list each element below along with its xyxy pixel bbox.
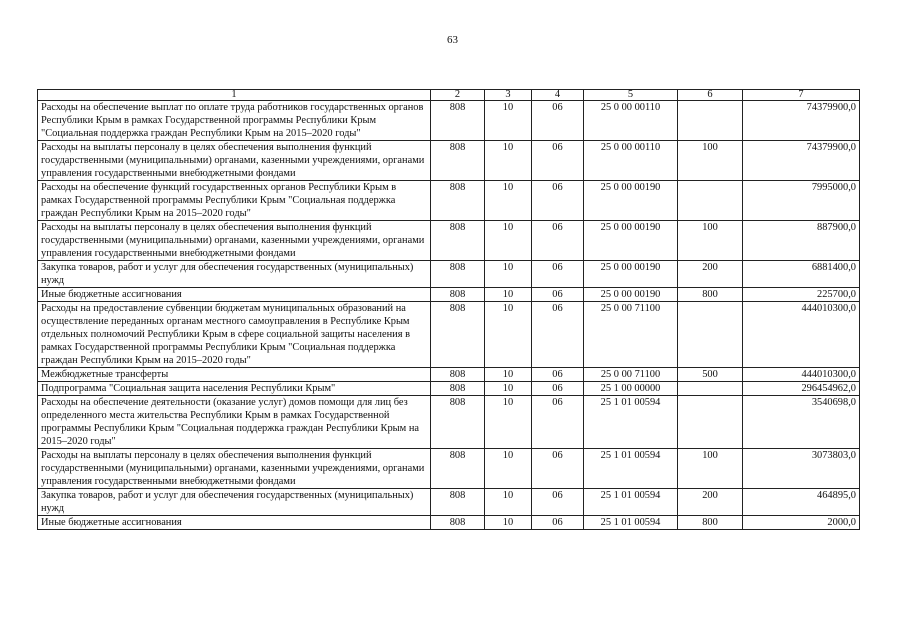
budget-table (37, 89, 860, 530)
row-description: Расходы на обеспечение выплат по оплате труда работников государственных органов Республики Крым в рамках Государственной программы Республики Крым "Социальная поддержка граждан Республики Крым на 2015–2020 годы" (38, 101, 431, 141)
section-code: 10 (485, 141, 532, 181)
section-code: 10 (485, 221, 532, 261)
target-article-code: 25 0 00 00110 (584, 141, 678, 181)
table-row (38, 288, 860, 302)
amount: 6881400,0 (743, 261, 860, 288)
table-row (38, 141, 860, 181)
amount: 444010300,0 (743, 302, 860, 368)
subsection-code: 06 (532, 221, 584, 261)
row-description: Расходы на предоставление субвенции бюджетам муниципальных образований на осуществление переданных органам местного самоуправления в Республике Крым отдельных полномочий Республики Крым в сфере социальной защиты населения в рамках Государственной программы Республики Крым "Социальная поддержка граждан Республики Крым на 2015–2020 годы" (38, 302, 431, 368)
amount: 2000,0 (743, 516, 860, 530)
section-code: 10 (485, 302, 532, 368)
section-code: 10 (485, 288, 532, 302)
subsection-code: 06 (532, 489, 584, 516)
amount: 296454962,0 (743, 382, 860, 396)
amount: 464895,0 (743, 489, 860, 516)
amount: 444010300,0 (743, 368, 860, 382)
ministry-code: 808 (431, 221, 485, 261)
table-row (38, 489, 860, 516)
ministry-code: 808 (431, 449, 485, 489)
subsection-code: 06 (532, 302, 584, 368)
row-description: Закупка товаров, работ и услуг для обеспечения государственных (муниципальных) нужд (38, 261, 431, 288)
table-row (38, 449, 860, 489)
ministry-code: 808 (431, 141, 485, 181)
target-article-code: 25 1 00 00000 (584, 382, 678, 396)
ministry-code: 808 (431, 288, 485, 302)
ministry-code: 808 (431, 101, 485, 141)
table-row (38, 101, 860, 141)
expense-type-code: 500 (678, 368, 743, 382)
row-description: Закупка товаров, работ и услуг для обеспечения государственных (муниципальных) нужд (38, 489, 431, 516)
target-article-code: 25 1 01 00594 (584, 489, 678, 516)
section-code: 10 (485, 396, 532, 449)
ministry-code: 808 (431, 368, 485, 382)
row-description: Иные бюджетные ассигнования (38, 516, 431, 530)
table-row (38, 302, 860, 368)
subsection-code: 06 (532, 261, 584, 288)
target-article-code: 25 0 00 00190 (584, 181, 678, 221)
section-code: 10 (485, 449, 532, 489)
subsection-code: 06 (532, 396, 584, 449)
section-code: 10 (485, 261, 532, 288)
subsection-code: 06 (532, 449, 584, 489)
expense-type-code: 800 (678, 288, 743, 302)
section-code: 10 (485, 181, 532, 221)
ministry-code: 808 (431, 396, 485, 449)
column-header: 2 (431, 90, 485, 101)
target-article-code: 25 0 00 00190 (584, 261, 678, 288)
subsection-code: 06 (532, 141, 584, 181)
row-description: Иные бюджетные ассигнования (38, 288, 431, 302)
subsection-code: 06 (532, 288, 584, 302)
table-row (38, 516, 860, 530)
column-header: 6 (678, 90, 743, 101)
subsection-code: 06 (532, 101, 584, 141)
ministry-code: 808 (431, 516, 485, 530)
subsection-code: 06 (532, 382, 584, 396)
row-description: Расходы на выплаты персоналу в целях обеспечения выполнения функций государственными (муниципальными) органами, казенными учреждениями, органами управления государственными внебюджетными фондами (38, 221, 431, 261)
table-row (38, 396, 860, 449)
column-header: 4 (532, 90, 584, 101)
subsection-code: 06 (532, 368, 584, 382)
table-body (38, 101, 860, 530)
target-article-code: 25 0 00 00190 (584, 221, 678, 261)
amount: 225700,0 (743, 288, 860, 302)
expense-type-code (678, 101, 743, 141)
table-row (38, 261, 860, 288)
section-code: 10 (485, 489, 532, 516)
target-article-code: 25 1 01 00594 (584, 396, 678, 449)
target-article-code: 25 1 01 00594 (584, 449, 678, 489)
row-description: Подпрограмма "Социальная защита населения Республики Крым" (38, 382, 431, 396)
expense-type-code: 200 (678, 261, 743, 288)
ministry-code: 808 (431, 302, 485, 368)
ministry-code: 808 (431, 382, 485, 396)
section-code: 10 (485, 516, 532, 530)
expense-type-code: 100 (678, 221, 743, 261)
table-row (38, 382, 860, 396)
expense-type-code: 100 (678, 449, 743, 489)
section-code: 10 (485, 368, 532, 382)
expense-type-code: 100 (678, 141, 743, 181)
target-article-code: 25 0 00 00110 (584, 101, 678, 141)
amount: 74379900,0 (743, 101, 860, 141)
ministry-code: 808 (431, 489, 485, 516)
expense-type-code: 200 (678, 489, 743, 516)
target-article-code: 25 0 00 71100 (584, 302, 678, 368)
row-description: Расходы на обеспечение деятельности (оказание услуг) домов помощи для лиц без определенного места жительства Республики Крым в рамках Государственной программы Республики Крым "Социальная поддержка граждан Республики Крым на 2015–2020 годы" (38, 396, 431, 449)
column-header: 7 (743, 90, 860, 101)
row-description: Расходы на выплаты персоналу в целях обеспечения выполнения функций государственными (муниципальными) органами, казенными учреждениями, органами управления государственными внебюджетными фондами (38, 141, 431, 181)
expense-type-code (678, 181, 743, 221)
target-article-code: 25 0 00 00190 (584, 288, 678, 302)
amount: 7995000,0 (743, 181, 860, 221)
row-description: Расходы на выплаты персоналу в целях обеспечения выполнения функций государственными (муниципальными) органами, казенными учреждениями, органами управления государственными внебюджетными фондами (38, 449, 431, 489)
row-description: Расходы на обеспечение функций государственных органов Республики Крым в рамках Государственной программы Республики Крым "Социальная поддержка граждан Республики Крым на 2015–2020 годы" (38, 181, 431, 221)
table-row (38, 221, 860, 261)
column-header: 3 (485, 90, 532, 101)
amount: 74379900,0 (743, 141, 860, 181)
ministry-code: 808 (431, 181, 485, 221)
subsection-code: 06 (532, 181, 584, 221)
expense-type-code (678, 382, 743, 396)
section-code: 10 (485, 382, 532, 396)
table-header (38, 90, 860, 101)
target-article-code: 25 1 01 00594 (584, 516, 678, 530)
page-number: 63 (447, 34, 458, 46)
table-row (38, 181, 860, 221)
row-description: Межбюджетные трансферты (38, 368, 431, 382)
table-row (38, 368, 860, 382)
section-code: 10 (485, 101, 532, 141)
amount: 3540698,0 (743, 396, 860, 449)
expense-type-code (678, 396, 743, 449)
expense-type-code (678, 302, 743, 368)
header-row (38, 90, 860, 101)
subsection-code: 06 (532, 516, 584, 530)
amount: 3073803,0 (743, 449, 860, 489)
target-article-code: 25 0 00 71100 (584, 368, 678, 382)
expense-type-code: 800 (678, 516, 743, 530)
amount: 887900,0 (743, 221, 860, 261)
column-header: 1 (38, 90, 431, 101)
column-header: 5 (584, 90, 678, 101)
ministry-code: 808 (431, 261, 485, 288)
